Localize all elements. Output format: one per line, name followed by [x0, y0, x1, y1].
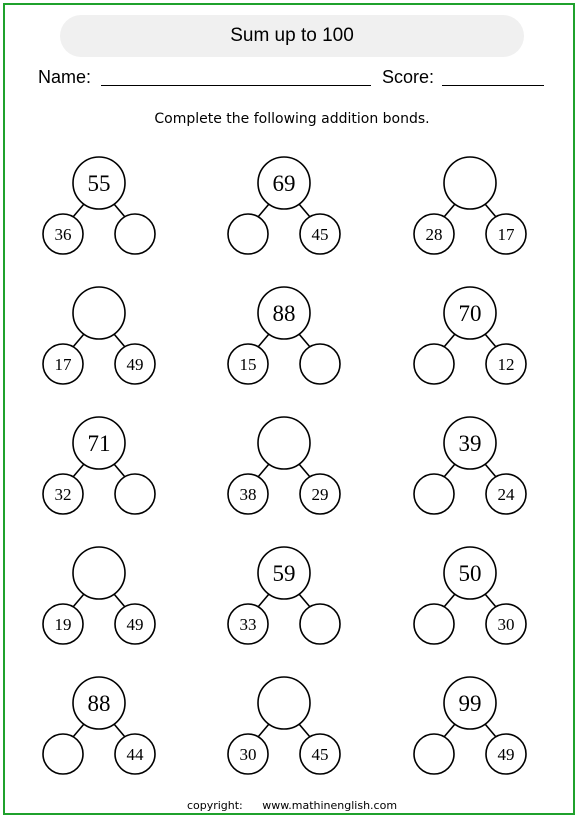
bond-connector-right: [299, 594, 310, 607]
bond-connector-left: [258, 464, 269, 477]
number-bond: [414, 547, 526, 644]
number-bond: [43, 287, 155, 384]
bond-connector-left: [444, 204, 455, 217]
bond-part-right-value: 49: [126, 614, 144, 634]
bond-whole-value: 59: [272, 561, 296, 587]
number-bond: [228, 547, 340, 644]
bond-whole-value: 71: [87, 431, 111, 457]
bond-whole-value: 69: [272, 171, 296, 197]
number-bond: [228, 417, 340, 514]
number-bond: [43, 157, 155, 254]
bond-connector-left: [258, 594, 269, 607]
bond-part-left-value: 33: [239, 614, 257, 634]
bond-whole-circle[interactable]: [444, 157, 496, 209]
bond-part-left-value: 36: [54, 224, 72, 244]
bond-connector-left: [258, 204, 269, 217]
bond-connector-left: [444, 594, 455, 607]
bond-whole-circle[interactable]: [73, 287, 125, 339]
bond-part-left-circle[interactable]: [414, 344, 454, 384]
worksheet-title: Sum up to 100: [60, 15, 524, 57]
bond-part-right-value: 45: [311, 224, 329, 244]
bond-part-right-value: 24: [497, 484, 515, 504]
number-bond: [228, 287, 340, 384]
footer: [5, 799, 578, 812]
instruction-text: Complete the following addition bonds.: [154, 111, 430, 127]
bond-connector-right: [485, 594, 496, 607]
bond-connector-right: [114, 204, 125, 217]
bond-connector-right: [299, 724, 310, 737]
bond-part-right-circle[interactable]: [300, 604, 340, 644]
bond-part-right-value: 30: [497, 614, 515, 634]
bond-connector-right: [485, 724, 496, 737]
bond-connector-left: [444, 464, 455, 477]
bond-connector-left: [73, 204, 84, 217]
bond-part-right-circle[interactable]: [115, 214, 155, 254]
bond-whole-value: 50: [458, 561, 482, 587]
number-bond: [43, 417, 155, 514]
bond-whole-value: 88: [87, 691, 111, 717]
number-bonds-grid: [5, 5, 578, 795]
number-bond: [414, 287, 526, 384]
bond-part-left-value: 30: [239, 744, 257, 764]
name-label: Name:: [38, 67, 92, 87]
bond-connector-left: [73, 464, 84, 477]
bond-connector-left: [73, 594, 84, 607]
worksheet-page: [3, 3, 575, 815]
bond-connector-right: [114, 334, 125, 347]
bond-part-left-circle[interactable]: [414, 604, 454, 644]
bond-whole-value: 55: [87, 171, 111, 197]
bond-whole-value: 99: [458, 691, 482, 717]
bond-connector-right: [114, 724, 125, 737]
bond-connector-right: [485, 204, 496, 217]
bond-part-left-value: 17: [54, 354, 72, 374]
score-label: Score:: [382, 67, 435, 87]
bond-connector-left: [444, 334, 455, 347]
bond-connector-right: [485, 334, 496, 347]
bond-connector-left: [258, 724, 269, 737]
bond-whole-value: 70: [458, 301, 482, 327]
bond-part-right-circle[interactable]: [115, 474, 155, 514]
bond-connector-right: [299, 334, 310, 347]
bond-connector-right: [299, 204, 310, 217]
bond-part-left-value: 19: [54, 614, 72, 634]
number-bond: [414, 157, 526, 254]
number-bond: [43, 677, 155, 774]
number-bond: [414, 677, 526, 774]
bond-connector-right: [485, 464, 496, 477]
bond-whole-value: 88: [272, 301, 296, 327]
bond-part-right-value: 12: [497, 354, 515, 374]
bond-part-left-value: 38: [239, 484, 257, 504]
bond-whole-circle[interactable]: [73, 547, 125, 599]
bond-part-right-value: 49: [126, 354, 144, 374]
bond-whole-circle[interactable]: [258, 417, 310, 469]
bond-part-left-circle[interactable]: [43, 734, 83, 774]
bond-part-right-value: 49: [497, 744, 515, 764]
number-bond: [414, 417, 526, 514]
footer-copyright: copyright:: [186, 799, 243, 812]
number-bond: [228, 677, 340, 774]
footer-website[interactable]: www.mathinenglish.com: [262, 799, 398, 812]
bond-part-left-circle[interactable]: [228, 214, 268, 254]
bond-part-right-value: 45: [311, 744, 329, 764]
number-bond: [228, 157, 340, 254]
bond-part-left-circle[interactable]: [414, 474, 454, 514]
bond-connector-left: [444, 724, 455, 737]
bond-part-left-circle[interactable]: [414, 734, 454, 774]
bond-part-right-value: 44: [126, 744, 144, 764]
bond-part-left-value: 28: [425, 224, 443, 244]
bond-whole-value: 39: [458, 431, 482, 457]
bond-part-right-circle[interactable]: [300, 344, 340, 384]
bond-connector-left: [73, 724, 84, 737]
bond-connector-left: [73, 334, 84, 347]
bond-part-left-value: 32: [54, 484, 72, 504]
bond-connector-right: [114, 464, 125, 477]
number-bond: [43, 547, 155, 644]
bond-whole-circle[interactable]: [258, 677, 310, 729]
bond-part-right-value: 29: [311, 484, 329, 504]
bond-connector-left: [258, 334, 269, 347]
bond-connector-right: [114, 594, 125, 607]
bond-part-right-value: 17: [497, 224, 515, 244]
bond-connector-right: [299, 464, 310, 477]
bond-part-left-value: 15: [239, 354, 257, 374]
